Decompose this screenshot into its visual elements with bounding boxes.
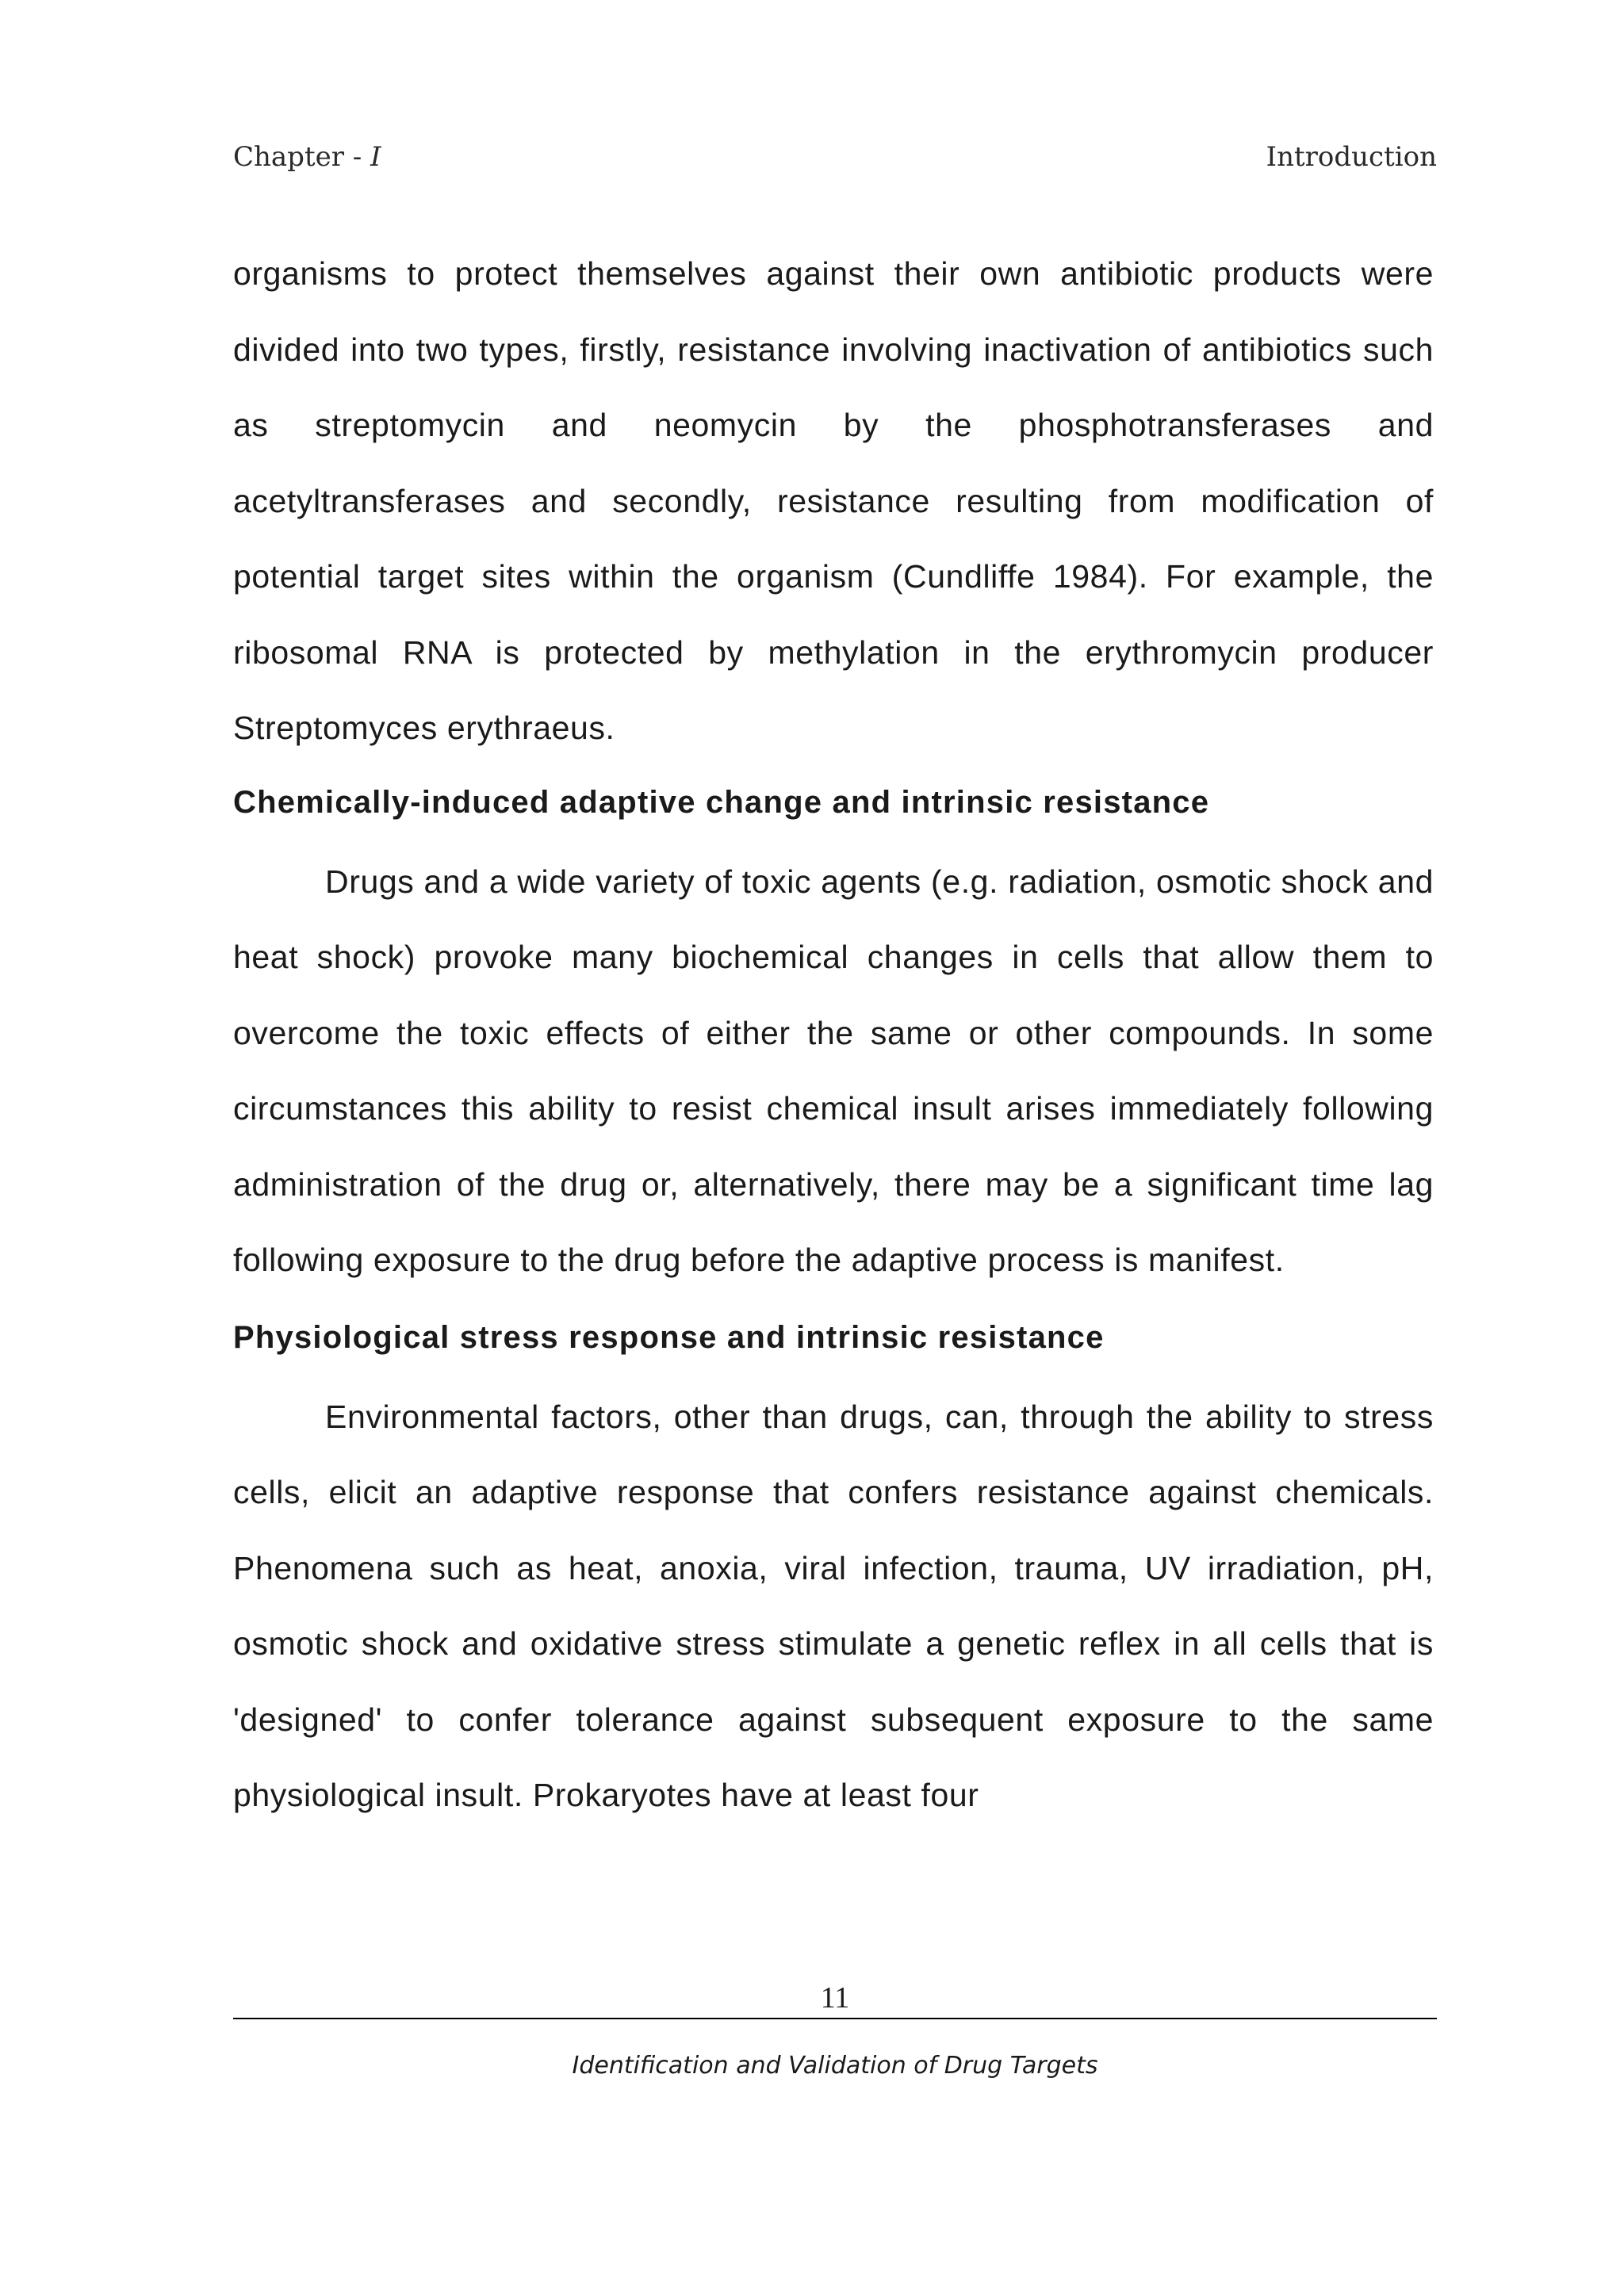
page-number: 11 bbox=[820, 1981, 850, 2015]
chapter-label bbox=[233, 141, 381, 173]
page-header bbox=[233, 141, 1437, 181]
paragraph-physiological-stress: Environmental factors, other than drugs, can, through the ability to stress cells, elicit an adaptive response that confers resistance against chemicals. Phenomena such as heat, anoxia, viral infection, trauma, UV irradiation, pH, osmotic shock and oxidative stress stimulate a genetic reflex in all cells that is 'designed' to confer tolerance against subsequent exposure to the same physiological insult. Prokaryotes have at least four bbox=[233, 1398, 1434, 1813]
paragraph-chemically-induced: Drugs and a wide variety of toxic agents (e.g. radiation, osmotic shock and heat shock) provoke many biochemical changes in cells that allow them to overcome the toxic effects of either the same or other compounds. In some circumstances this ability to resist chemical insult arises immediately following administration of the drug or, alternatively, there may be a significant time lag following exposure to the drug before the adaptive process is manifest. bbox=[233, 863, 1434, 1278]
section-heading-physiological-stress: Physiological stress response and intrinsic resistance bbox=[233, 1319, 1105, 1355]
paragraph-continuation: organisms to protect themselves against their own antibiotic products were divided into two types, firstly, resistance involving inactivation of antibiotics such as streptomycin and neomycin by the phosphotransferases and acetyltransferases and secondly, resistance resulting from modification of potential target sites within the organism (Cundliffe 1984). For example, the ribosomal RNA is protected by methylation in the erythromycin producer Streptomyces erythraeus. bbox=[233, 255, 1434, 746]
footer-title: Identification and Validation of Drug Targets bbox=[572, 2052, 1098, 2080]
section-title: Introduction bbox=[1266, 141, 1437, 173]
section-heading-chemically-induced: Chemically-induced adaptive change and intrinsic resistance bbox=[233, 784, 1210, 820]
footer-divider bbox=[233, 2018, 1437, 2019]
chapter-number: I bbox=[370, 141, 381, 173]
chapter-prefix: Chapter - bbox=[233, 141, 371, 173]
page-body bbox=[233, 236, 1434, 1834]
